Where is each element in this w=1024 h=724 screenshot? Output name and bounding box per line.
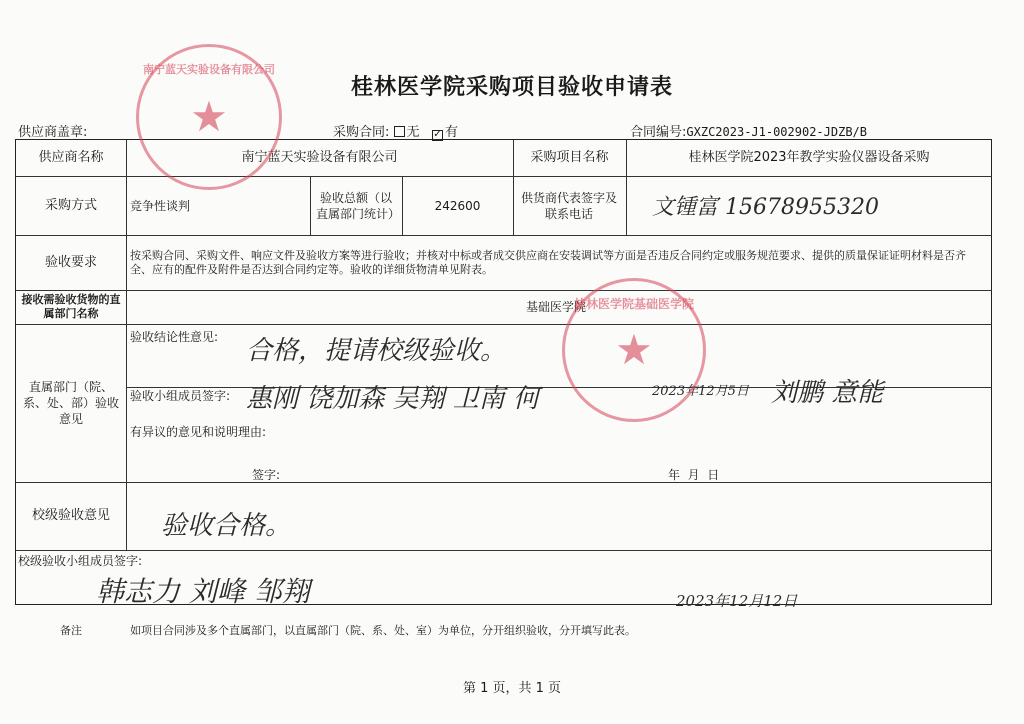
rep-label: 供货商代表签字及联系电话 [520, 190, 617, 221]
group-sign-label: 验收小组成员签字: [130, 389, 231, 403]
supplier-stamp-text: 南宁蓝天实验设备有限公司 [143, 63, 275, 76]
contract-number-label: 合同编号: [630, 125, 687, 140]
supplier-seal-label: 供应商盖章: [18, 125, 88, 140]
school-group-signatures: 韩志力 刘峰 邹翔 [96, 575, 310, 608]
group-sign-date: 2023年12月5日 [652, 384, 749, 399]
rep-signature: 文锺富 15678955320 [652, 195, 879, 220]
school-label: 校级验收意见 [31, 508, 110, 523]
contract-number: GXZC2023-J1-002902-JDZB/B [686, 125, 868, 139]
total-value: 242600 [434, 198, 481, 213]
requirement-label: 验收要求 [44, 254, 97, 270]
project-name: 桂林医学院2023年教学实验仪器设备采购 [688, 150, 930, 165]
page-title: 桂林医学院采购项目验收申请表 [350, 75, 673, 100]
remark-label: 备注 [60, 624, 82, 637]
contract-label: 采购合同: [333, 125, 390, 140]
requirement-text: 按采购合同、采购文件、响应文件及验收方案等进行验收；并核对中标或者成交供应商在安装调试等方面是否违反合同约定或服务规范要求、提供的质量保证证明材料是否齐全、应有的配件及附件是否达到合同约定等。验收的详细货物清单见附表。 [130, 249, 966, 276]
method-value: 竞争性谈判 [130, 198, 191, 213]
dept-stamp-text: 桂林医学院基础医学院 [573, 297, 694, 311]
sign-label: 签字: [252, 468, 281, 482]
school-group-date: 2023年12月12日 [676, 592, 798, 610]
page-number: 第 1 页，共 1 页 [462, 681, 562, 696]
contract-status [333, 121, 458, 141]
contract-no-label: 无 [406, 125, 420, 140]
school-opinion-handwriting: 验收合格。 [161, 511, 292, 541]
date-placeholder: 年 月 日 [668, 468, 720, 482]
conclusion-label: 验收结论性意见: [130, 330, 219, 344]
checkbox-no [394, 126, 405, 137]
school-group-label: 校级验收小组成员签字: [18, 554, 143, 568]
group-leader-signature: 刘鹏 意能 [771, 378, 884, 408]
star-icon: ★ [615, 325, 653, 374]
remark-text: 如项目合同涉及多个直属部门，以直属部门（院、系、处、室）为单位，分开组织验收，分开填写此表。 [130, 624, 636, 637]
group-signatures: 惠刚 饶加森 吴翔 卫南 何 [246, 384, 540, 414]
contract-yes-label: 有 [444, 125, 458, 140]
star-icon: ★ [190, 92, 228, 141]
total-label: 验收总额（以直属部门统计） [316, 190, 401, 221]
supplier-stamp [136, 44, 282, 190]
method-label: 采购方式 [44, 197, 97, 213]
supplier-name: 南宁蓝天实验设备有限公司 [241, 150, 398, 165]
project-name-label: 采购项目名称 [530, 150, 609, 165]
dept-stamp [562, 278, 706, 422]
acceptance-form [15, 139, 992, 610]
conclusion-handwriting: 合格，提请校级验收。 [246, 336, 507, 366]
checkbox-yes: ✓ [433, 129, 442, 140]
dept-name: 基础医学院 [525, 300, 586, 314]
supplier-name-label: 供应商名称 [38, 150, 104, 165]
contract-number-field [630, 121, 867, 140]
dept-acceptance-label: 直属部门（院、系、处、部）验收意见 [22, 380, 119, 426]
dept-label: 接收需验收货物的直属部门名称 [21, 293, 121, 320]
objection-label: 有异议的意见和说明理由: [130, 425, 267, 439]
